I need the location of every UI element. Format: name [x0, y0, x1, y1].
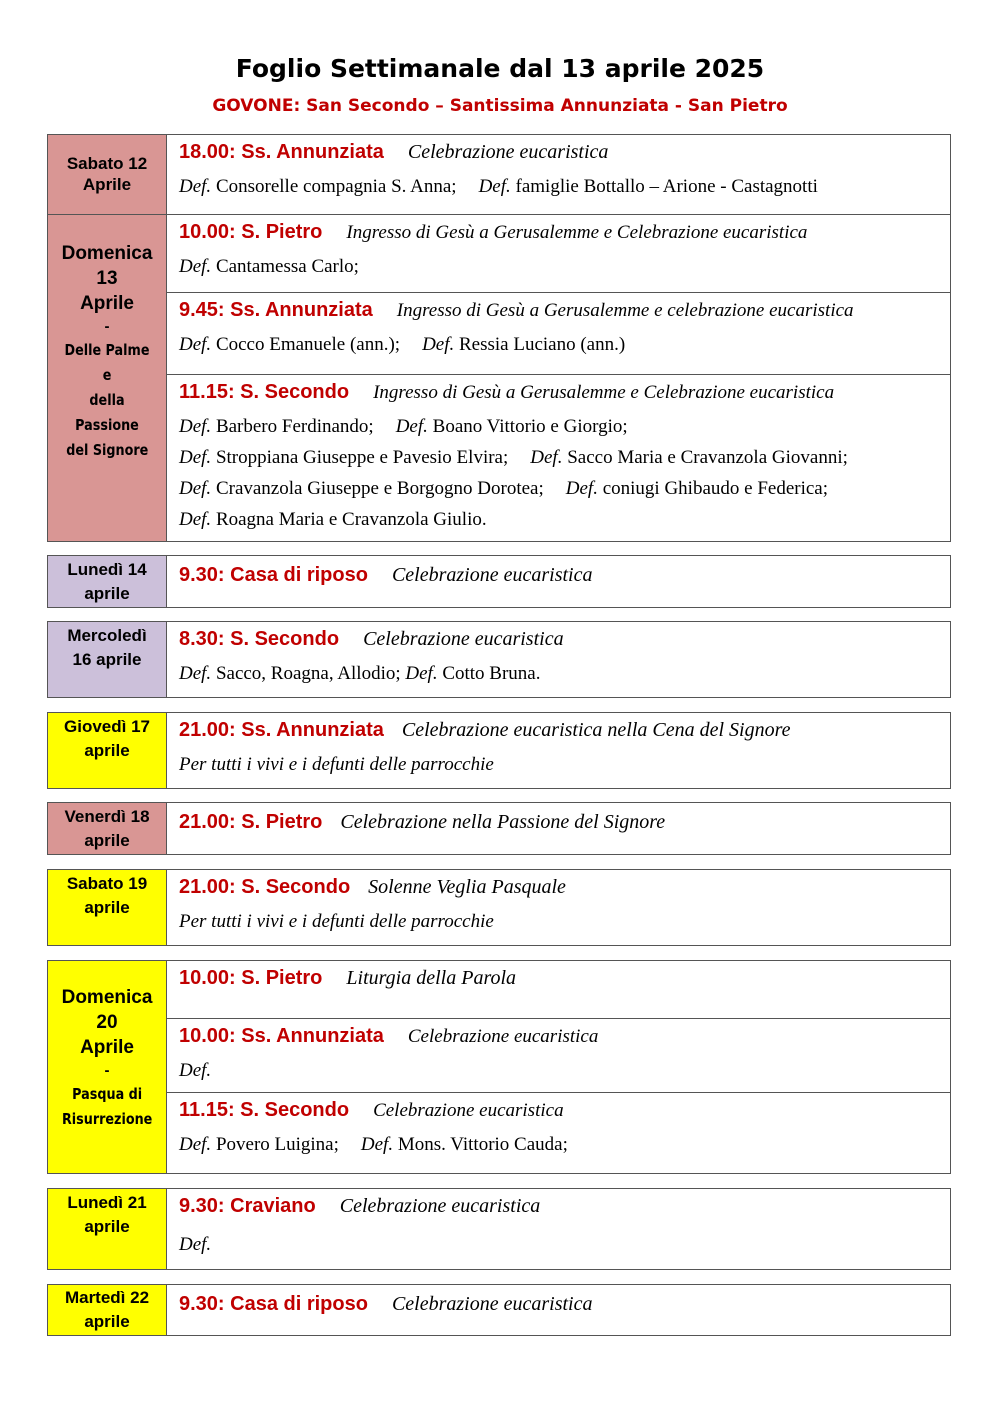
- event: [167, 374, 950, 540]
- day-label: [48, 803, 167, 854]
- event-rite: Ingresso di Gesù a Gerusalemme e Celebrazione eucaristica: [373, 382, 835, 403]
- event-intentions: Def. Cocco Emanuele (ann.); Def. Ressia Luciano (ann.): [179, 334, 626, 355]
- day-name: Domenica: [61, 987, 153, 1008]
- event-intentions: Def.: [179, 1234, 212, 1255]
- day-label: Domenica 13 Aprile - Delle Palme e della Passione del Signore: [48, 215, 167, 541]
- event-rite: Celebrazione eucaristica: [407, 141, 609, 163]
- event: [167, 1018, 950, 1092]
- event-rite: Solenne Veglia Pasquale: [368, 876, 566, 898]
- day-block-sabato-12: [47, 134, 951, 215]
- event-rite: Celebrazione nella Passione del Signore: [340, 811, 666, 833]
- event-rite: Ingresso di Gesù a Gerusalemme e celebrazione eucaristica: [396, 300, 854, 321]
- day-month: aprile: [84, 584, 130, 603]
- event: [167, 1092, 950, 1172]
- event-intentions: Def. Roagna Maria e Cravanzola Giulio.: [179, 509, 487, 530]
- day-month: aprile: [84, 1312, 130, 1331]
- event: [167, 870, 950, 937]
- event-intentions: Def. Sacco, Roagna, Allodio; Def. Cotto Bruna.: [179, 663, 541, 684]
- event-rite: Liturgia della Parola: [346, 967, 517, 989]
- event-intentions: Def. Stroppiana Giuseppe e Pavesio Elvira; Def. Sacco Maria e Cravanzola Giovanni;: [179, 447, 848, 468]
- day-block-giovedi-17: [47, 712, 951, 789]
- event: [167, 961, 950, 1018]
- event-rite: Celebrazione eucaristica: [363, 628, 564, 650]
- day-block-sabato-19: [47, 869, 951, 946]
- day-block-venerdi-18: [47, 802, 951, 855]
- day-month: aprile: [84, 741, 130, 760]
- event-time: 8.30: S. Secondo: [179, 628, 340, 650]
- event-rite: Celebrazione eucaristica: [339, 1195, 541, 1217]
- event: [167, 135, 950, 214]
- event-rite: Celebrazione eucaristica: [373, 1100, 564, 1121]
- day-block-domenica-20: [47, 960, 951, 1174]
- event: [167, 292, 950, 374]
- day-label: [48, 1189, 167, 1269]
- day-label: Domenica 20 Aprile - Pasqua di Risurrezione: [48, 961, 167, 1173]
- day-month: aprile: [84, 1217, 130, 1236]
- event-time: 21.00: Ss. Annunziata: [179, 719, 384, 741]
- event-time: 9.30: Craviano: [179, 1195, 316, 1217]
- event-time: 9.45: Ss. Annunziata: [179, 299, 373, 321]
- event-rite: Celebrazione eucaristica: [407, 1026, 599, 1047]
- event-time: 21.00: S. Pietro: [179, 811, 323, 833]
- feast-name: Delle Palme: [64, 341, 150, 359]
- feast-name: Pasqua di: [72, 1085, 142, 1103]
- event-time: 10.00: Ss. Annunziata: [179, 1025, 384, 1047]
- event-rite: Celebrazione eucaristica: [391, 1293, 593, 1315]
- day-name: Venerdì 18: [64, 807, 150, 826]
- day-name: Mercoledì: [67, 626, 147, 645]
- event: [167, 803, 950, 841]
- event: [167, 215, 950, 292]
- event-intentions: Def. Povero Luigina; Def. Mons. Vittorio Cauda;: [179, 1134, 568, 1155]
- event-time: 9.30: Casa di riposo: [179, 1293, 368, 1315]
- page-title: Foglio Settimanale dal 13 aprile 2025: [235, 54, 765, 83]
- day-name: Lunedì 21: [67, 1193, 147, 1212]
- day-name: Martedì 22: [64, 1288, 150, 1307]
- event-intentions: Def. Cravanzola Giuseppe e Borgogno Dorotea; Def. coniugi Ghibaudo e Federica;: [179, 478, 829, 499]
- event: [167, 622, 950, 689]
- event: [167, 713, 950, 780]
- event-intentions: Def. Consorelle compagnia S. Anna; Def. famiglie Bottallo – Arione - Castagnotti: [179, 176, 818, 197]
- event-time: 11.15: S. Secondo: [179, 1099, 350, 1121]
- event-intentions: Def. Cantamessa Carlo;: [179, 256, 359, 277]
- day-block-lunedi-14: [47, 555, 951, 608]
- day-name: Lunedì 14: [67, 560, 147, 579]
- event-time: 21.00: S. Secondo: [179, 876, 351, 898]
- event-note: Per tutti i vivi e i defunti delle parrocchie: [179, 911, 494, 932]
- event-time: 9.30: Casa di riposo: [179, 564, 368, 586]
- day-label: [48, 870, 167, 945]
- event-note: Per tutti i vivi e i defunti delle parrocchie: [179, 754, 494, 775]
- day-block-domenica-13: [47, 214, 951, 542]
- event-intentions: Def.: [179, 1060, 212, 1081]
- event: [167, 556, 950, 594]
- day-month: aprile: [84, 831, 130, 850]
- day-name: Domenica: [61, 243, 153, 264]
- event-time: 18.00: Ss. Annunziata: [179, 141, 384, 163]
- day-month: aprile: [84, 898, 130, 917]
- day-label: [48, 135, 167, 214]
- day-label: [48, 713, 167, 788]
- day-block-mercoledi-16: [47, 621, 951, 698]
- event-rite: Ingresso di Gesù a Gerusalemme e Celebrazione eucaristica: [346, 222, 808, 243]
- day-month: 16 aprile: [72, 650, 142, 669]
- day-name: Sabato 19: [66, 874, 148, 893]
- day-block-martedi-22: [47, 1284, 951, 1336]
- event-time: 10.00: S. Pietro: [179, 221, 323, 243]
- event-time: 10.00: S. Pietro: [179, 967, 323, 989]
- day-label: [48, 556, 167, 607]
- page-subtitle: GOVONE: San Secondo – Santissima Annunziata - San Pietro: [212, 96, 788, 116]
- event-rite: Celebrazione eucaristica: [391, 564, 593, 586]
- event: [167, 1189, 950, 1260]
- day-label: [48, 1285, 167, 1335]
- event-intentions: Def. Barbero Ferdinando; Def. Boano Vittorio e Giorgio;: [179, 416, 628, 437]
- event-time: 11.15: S. Secondo: [179, 381, 350, 403]
- day-name: Giovedì 17: [64, 717, 150, 736]
- day-block-lunedi-21: [47, 1188, 951, 1270]
- day-name: Sabato 12: [66, 154, 148, 174]
- day-label: [48, 622, 167, 697]
- event: [167, 1285, 950, 1323]
- event-rite: Celebrazione eucaristica nella Cena del Signore: [401, 719, 791, 741]
- day-month: Aprile: [82, 174, 132, 194]
